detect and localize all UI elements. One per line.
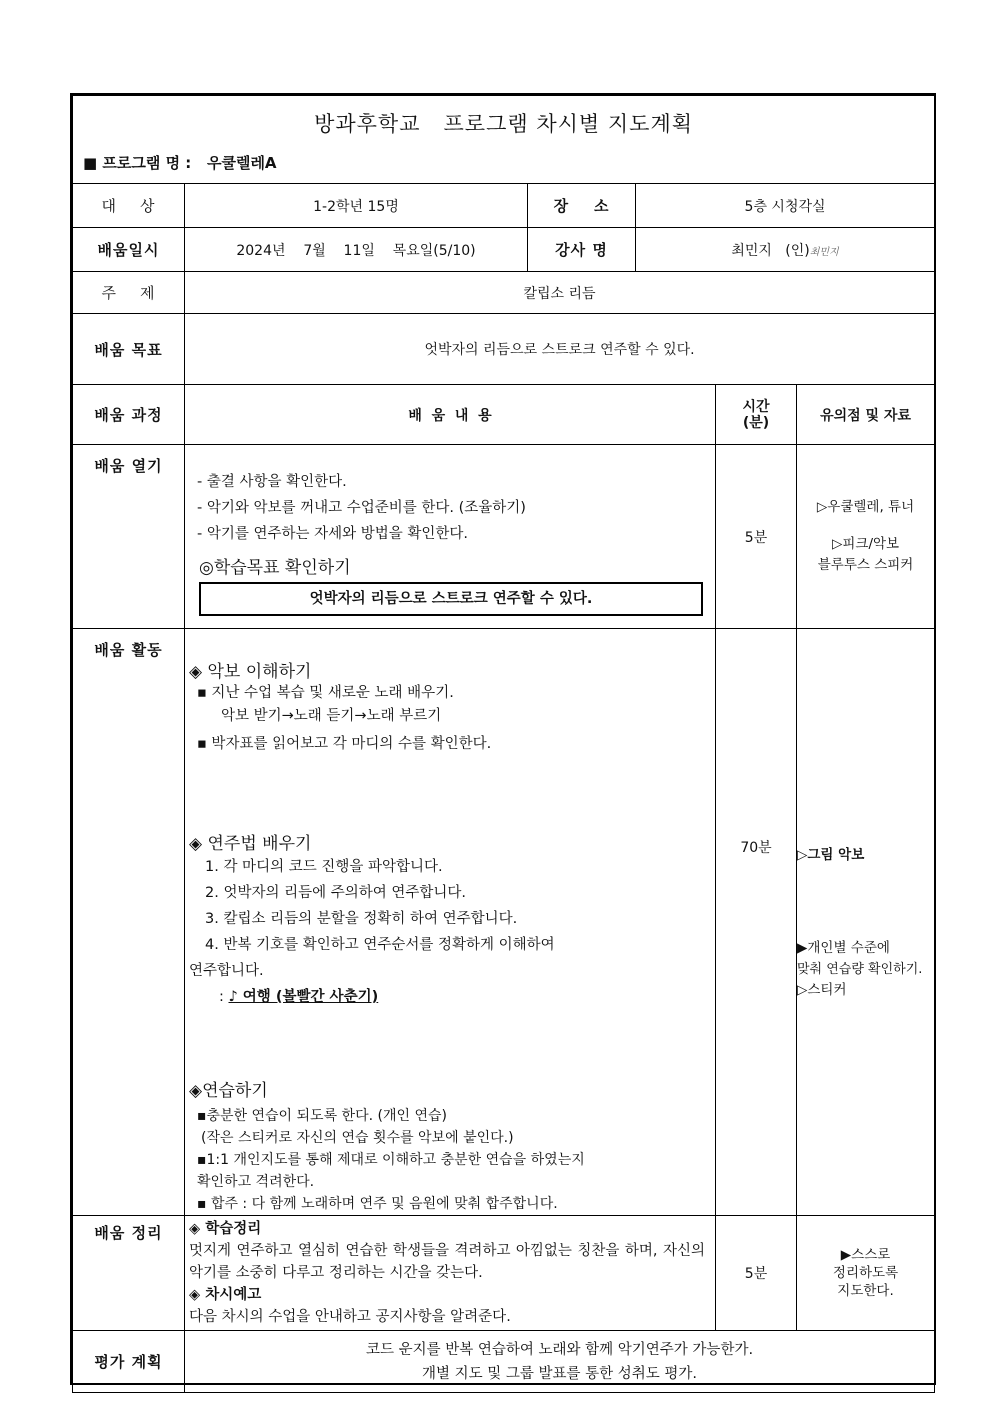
goal-box: 엇박자의 리듬으로 스트로크 연주할 수 있다. [199,582,703,616]
activity-s2-line1: 1. 각 마디의 코드 진행을 파악합니다. [205,859,443,875]
activity-s3-line4: 확인하고 격려한다. [197,1174,315,1190]
page-title: 방과후학교 프로그램 차시별 지도계획 [314,112,694,136]
teacher-value: 최민지 (인) [731,242,810,259]
closing-label [73,1216,185,1331]
song-title: ♪ 여행 (볼빨간 사춘기) [228,989,379,1005]
closing-time: 5분 [716,1216,797,1331]
lesson-plan-document [70,93,936,1385]
score-understanding-heading: ◈ 악보 이해하기 [189,662,312,682]
closing-note-3: 지도한다. [837,1283,894,1299]
opening-line-3: - 악기를 연주하는 자세와 방법을 확인한다. [197,526,469,542]
activity-s3-line1: ▪충분한 연습이 되도록 한다. (개인 연습) [197,1108,447,1124]
target-label: 대 상 [73,184,185,228]
activity-s3-line3: ▪1:1 개인지도를 통해 제대로 이해하고 충분한 연습을 하였는지 [197,1152,585,1168]
closing-label-text: 배움 정리 [94,1224,163,1242]
activity-time-text: 70분 [740,840,772,856]
target-value: 1-2학년 15명 [185,184,528,228]
place-label: 장 소 [528,184,636,228]
closing-heading-2: ◈ 차시예고 [189,1287,262,1303]
notes-header: 유의점 및 자료 [797,385,935,445]
program-name: 우쿨렐레A [206,154,277,172]
activity-s2-line5: 연주합니다. [189,963,264,979]
opening-label [73,445,185,629]
activity-s2-line2: 2. 엇박자의 리듬에 주의하여 연주합니다. [205,885,466,901]
closing-heading-1: ◈ 학습정리 [189,1221,262,1237]
playing-method-heading: ◈ 연주법 배우기 [189,834,312,854]
activity-note-1: ▷그림 악보 [797,847,865,863]
activity-note-4: ▷스티커 [797,982,847,998]
opening-note-3: 블루투스 스피커 [817,557,914,573]
closing-note-1: ▶스스로 [840,1247,891,1263]
song-line [189,984,715,1010]
program-prefix: ■ 프로그램 명 : [83,154,192,172]
opening-notes [797,445,935,629]
goal-check-heading: ◎학습목표 확인하기 [199,558,351,578]
closing-content [185,1216,716,1331]
activity-label-text: 배움 활동 [94,641,163,659]
song-prefix: : [219,989,229,1005]
closing-notes [797,1216,935,1331]
activity-s1-line3: ▪ 박자표를 읽어보고 각 마디의 수를 확인한다. [197,736,492,752]
activity-time [716,629,797,1216]
opening-note-1: ▷우쿨렐레, 튜너 [816,499,915,515]
topic-value: 칼립소 리듬 [185,272,935,314]
practice-heading: ◈연습하기 [189,1081,268,1101]
activity-s2-line3: 3. 칼립소 리듬의 분할을 정확히 하여 연주합니다. [205,911,518,927]
opening-line-2: - 악기와 악보를 꺼내고 수업준비를 한다. (조율하기) [197,500,526,516]
lesson-plan-table [72,95,935,1393]
evaluation-content [185,1331,935,1393]
activity-s3-line5: ▪ 합주 : 다 함께 노래하며 연주 및 음원에 맞춰 합주합니다. [197,1196,558,1212]
activity-note-3: 맞춰 연습량 확인하기. [797,962,923,977]
activity-s2-line4: 4. 반복 기호를 확인하고 연주순서를 정확하게 이해하여 [205,937,555,953]
process-header: 배움 과정 [73,385,185,445]
activity-s1-line1: ▪ 지난 수업 복습 및 새로운 노래 배우기. [197,685,454,701]
program-name-line [73,138,934,173]
activity-s3-line2: (작은 스티커로 자신의 연습 횟수를 악보에 붙인다.) [201,1130,514,1146]
goal-label: 배움 목표 [73,314,185,385]
time-header: 시간 (분) [716,385,797,445]
date-value: 2024년 7월 11일 목요일(5/10) [185,228,528,272]
activity-label [73,629,185,1216]
evaluation-label: 평가 계획 [73,1331,185,1393]
closing-text-1: 멋지게 연주하고 열심히 연습한 학생들을 격려하고 아낌없는 칭찬을 하며, 자신의 악기를 소중히 다루고 정리하는 시간을 갖는다. [189,1243,705,1281]
evaluation-line-1: 코드 운지를 반복 연습하여 노래와 함께 악기연주가 가능한가. [366,1341,754,1358]
place-value: 5층 시청각실 [636,184,935,228]
activity-s1-line2: 악보 받기→노래 듣기→노래 부르기 [221,708,442,724]
goal-value: 엇박자의 리듬으로 스트로크 연주할 수 있다. [185,314,935,385]
teacher-label: 강사 명 [528,228,636,272]
date-label: 배움일시 [73,228,185,272]
closing-note-2: 정리하도록 [832,1265,899,1281]
activity-note-2: ▶개인별 수준에 [797,940,890,956]
content-header: 배 움 내 용 [185,385,716,445]
opening-time: 5분 [716,445,797,629]
topic-label: 주 제 [73,272,185,314]
title-cell [73,96,935,184]
opening-note-2: ▷피크/악보 [831,536,900,552]
closing-text-2: 다음 차시의 수업을 안내하고 공지사항을 알려준다. [189,1309,511,1325]
evaluation-line-2: 개별 지도 및 그룹 발표를 통한 성취도 평가. [422,1365,698,1382]
opening-line-1: - 출결 사항을 확인한다. [197,474,347,490]
opening-label-text: 배움 열기 [94,457,163,475]
activity-notes [797,629,935,1216]
teacher-cell [636,228,935,272]
opening-content [185,445,716,629]
activity-content [185,629,716,1216]
teacher-signature: 최민지 [809,246,839,258]
